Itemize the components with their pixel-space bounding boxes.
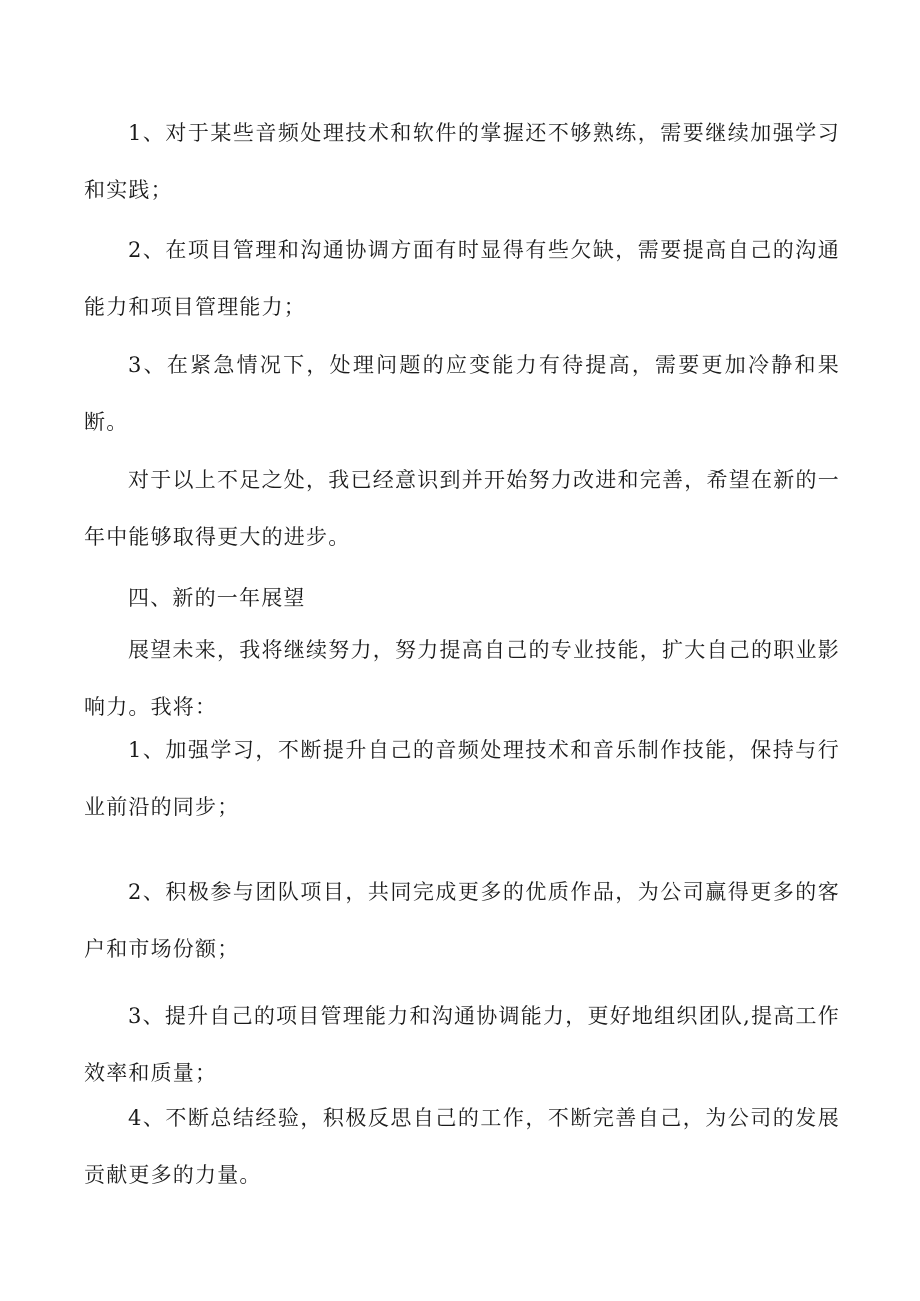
section-heading-outlook: 四、新的一年展望 (128, 586, 306, 610)
paragraph-plan-4: 4、不断总结经验，积极反思自己的工作，不断完善自己，为公司的发展贡献更多的力量。 (84, 1106, 840, 1187)
paragraph-weakness-1: 1、对于某些音频处理技术和软件的掌握还不够熟练，需要继续加强学习和实践； (84, 121, 840, 202)
paragraph-plan-3: 3、提升自己的项目管理能力和沟通协调能力，更好地组织团队,提高工作效率和质量； (84, 1004, 840, 1085)
paragraph-plan-1: 1、加强学习，不断提升自己的音频处理技术和音乐制作技能，保持与行业前沿的同步； (84, 738, 840, 819)
paragraph-weakness-2: 2、在项目管理和沟通协调方面有时显得有些欠缺，需要提高自己的沟通能力和项目管理能力； (84, 238, 840, 319)
paragraph-weakness-3: 3、在紧急情况下，处理问题的应变能力有待提高，需要更加冷静和果断。 (84, 353, 840, 434)
paragraph-outlook-intro: 展望未来，我将继续努力，努力提高自己的专业技能，扩大自己的职业影响力。我将： (84, 638, 840, 719)
paragraph-plan-2: 2、积极参与团队项目，共同完成更多的优质作品，为公司赢得更多的客户和市场份额； (84, 880, 840, 961)
paragraph-improvement-summary: 对于以上不足之处，我已经意识到并开始努力改进和完善，希望在新的一年中能够取得更大的进步。 (84, 468, 840, 549)
